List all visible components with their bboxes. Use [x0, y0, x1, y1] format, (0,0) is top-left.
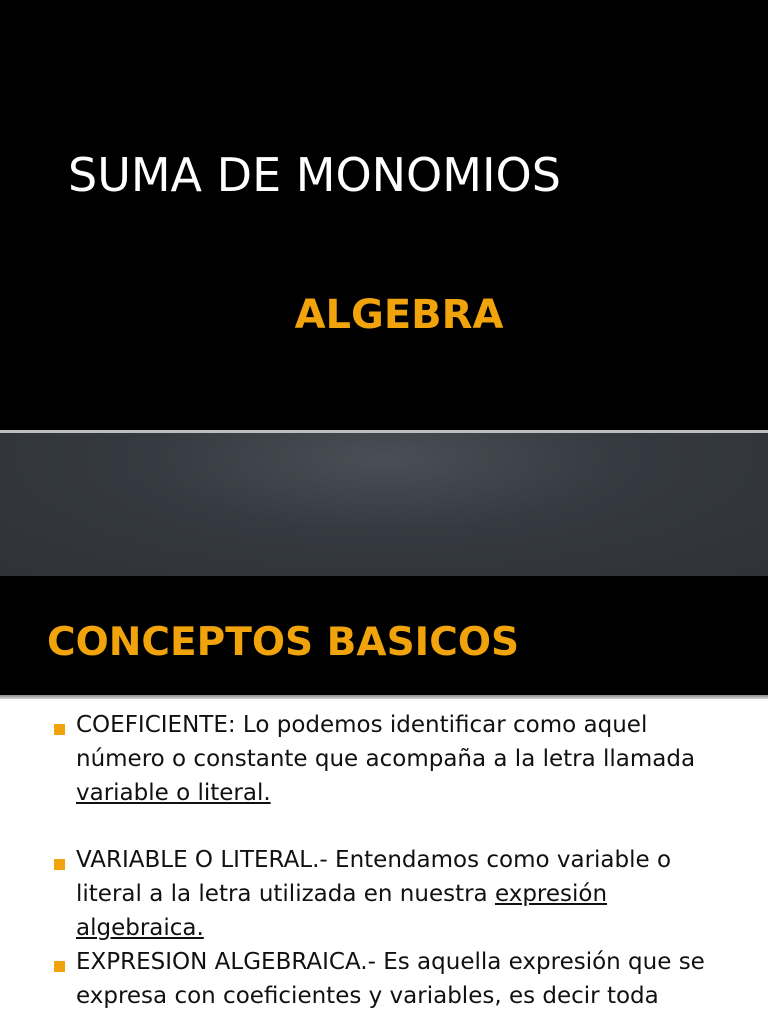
bullet-square-icon — [54, 859, 65, 870]
item-text: VARIABLE O LITERAL.- Entendamos como variable o literal a la letra utilizada en nuestra — [76, 847, 672, 907]
hyperlink[interactable]: expresión algebraica. — [76, 881, 608, 941]
list-item-text — [76, 843, 736, 945]
list-item-text — [76, 708, 736, 810]
item-text: COEFICIENTE: Lo podemos identificar como aquel número o constante que acompaña a la letra llamada — [76, 712, 696, 772]
item-text: EXPRESION ALGEBRAICA.- Es aquella expresión que se expresa con coeficientes y variables, es decir toda — [76, 949, 705, 1009]
slide-title-heading: SUMA DE MONOMIOS — [68, 148, 561, 202]
slide-conceptos — [0, 576, 768, 1024]
slide-gap — [0, 433, 768, 576]
slide-heading: CONCEPTOS BASICOS — [47, 620, 520, 665]
slide-body — [0, 699, 768, 1024]
bullet-square-icon — [54, 961, 65, 972]
slide-title — [0, 0, 768, 430]
bullet-square-icon — [54, 724, 65, 735]
slide-subtitle: ALGEBRA — [294, 292, 504, 338]
list-item-text — [76, 945, 736, 1013]
hyperlink[interactable]: variable o literal. — [76, 780, 271, 806]
